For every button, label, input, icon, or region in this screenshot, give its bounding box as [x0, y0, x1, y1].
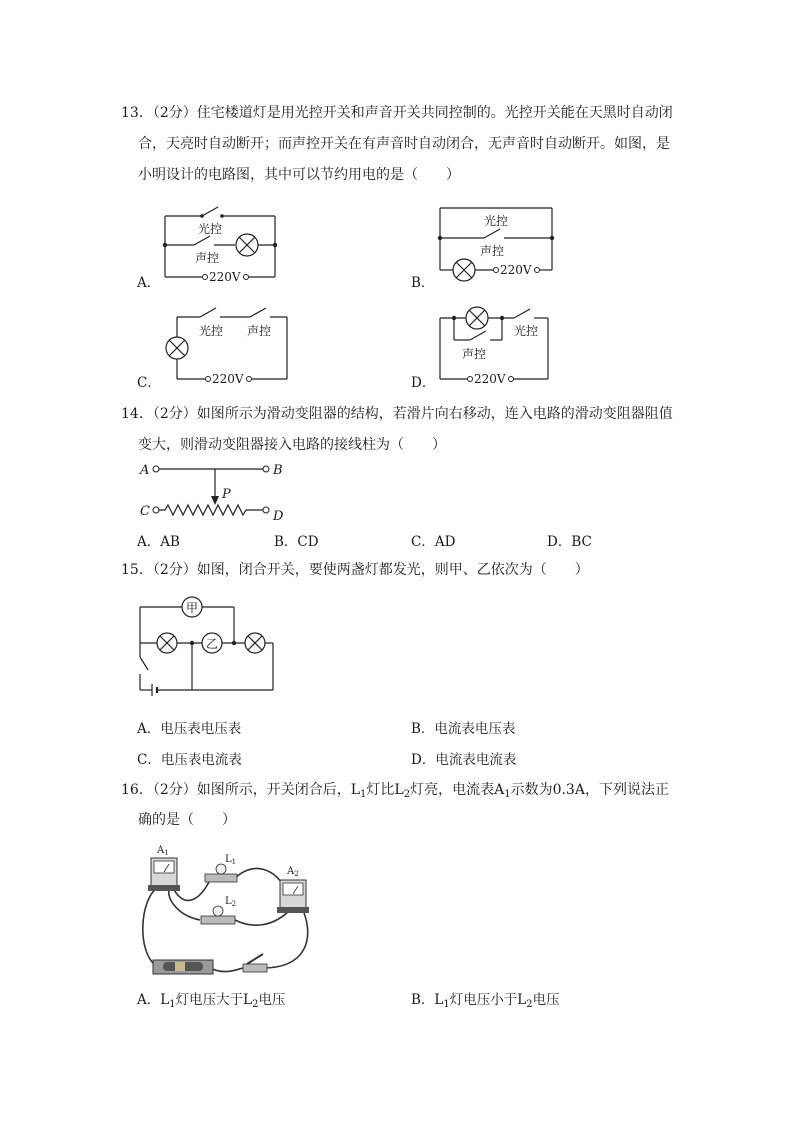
q16-opt-a-text-3: 电压: [258, 992, 286, 1008]
meter-jia-icon: [182, 597, 202, 617]
q13-number: 13．（2分）: [121, 105, 197, 121]
q16-text-b: 灯比L: [366, 782, 404, 798]
q16-option-b[interactable]: [411, 988, 560, 1010]
ammeter-a2-icon: [277, 880, 309, 913]
q13-circuit-b: [430, 195, 570, 285]
lamp-icon: [166, 337, 188, 359]
battery-icon: [153, 960, 213, 974]
q15-option-c[interactable]: C．电压表电流表: [137, 752, 242, 768]
q16-sub-l2: 2: [403, 789, 411, 800]
q15-option-b[interactable]: B．电流表电压表: [411, 721, 516, 737]
q13-line2: 合，天亮时自动断开；而声控开关在有声音时自动闭合，无声音时自动断开。如图，是: [138, 136, 670, 152]
terminal-a-label: A: [140, 463, 150, 478]
bulb-l1-icon: [205, 864, 237, 882]
q15-text-1: 如图，闭合开关，要使两盏灯都发光，则甲、乙依次为（ ）: [196, 562, 589, 578]
q13-a-light-label: 光控: [198, 222, 223, 236]
q13-d-sound-label: 声控: [462, 347, 487, 361]
q13-a-voltage: 220V: [209, 270, 241, 284]
q16-opt-a-text-2: 灯电压大于L: [175, 992, 253, 1008]
lamp-icon: [157, 633, 177, 653]
q13-b-light-label: 光控: [484, 214, 509, 228]
q13-option-d-label[interactable]: D．: [411, 375, 436, 391]
q13-circuit-a: [150, 200, 290, 290]
q16-opt-b-sub2: 2: [526, 999, 533, 1010]
q14-text-1: 如图所示为滑动变阻器的结构，若滑片向右移动，连入电路的滑动变阻器阻值: [196, 406, 673, 422]
q14-line2: 变大，则滑动变阻器接入电路的接线柱为（ ）: [138, 437, 446, 453]
q13-b-voltage: 220V: [500, 263, 532, 277]
q16-text-c: 灯亮，电流表A: [410, 782, 505, 798]
q15-circuit-diagram: [130, 592, 280, 702]
q13-option-b-label[interactable]: B．: [411, 275, 435, 291]
q13-c-sound-label: 声控: [247, 324, 272, 338]
q16-opt-b-text-1: B．L: [411, 992, 444, 1008]
a1-label: $A_1$: [157, 845, 169, 857]
q16-opt-a-text-1: A．L: [137, 992, 170, 1008]
q14-rheostat-diagram: [135, 458, 305, 528]
q16-opt-b-sub1: 1: [443, 999, 450, 1010]
q13-option-c-label[interactable]: C．: [137, 375, 161, 391]
q15-option-a[interactable]: A．电压表电压表: [137, 721, 242, 737]
slider-p-label: P: [222, 487, 231, 502]
lamp-icon: [466, 307, 488, 329]
q13-c-light-label: 光控: [199, 324, 224, 338]
q16-sub-a1: 1: [504, 789, 511, 800]
a2-label: $A_2$: [287, 866, 299, 878]
q13-c-voltage: 220V: [212, 372, 244, 386]
q13-d-voltage: 220V: [474, 372, 506, 386]
q16-sub-l1: 1: [360, 789, 367, 800]
q13-circuit-d: [430, 300, 570, 390]
q13-option-a-label[interactable]: A．: [137, 275, 161, 291]
q16-line1: [121, 780, 669, 805]
q13-b-sound-label: 声控: [480, 244, 505, 258]
q14-number: 14．（2分）: [121, 406, 197, 422]
slider-arrow-icon: [211, 496, 219, 505]
q14-option-a[interactable]: A．AB: [137, 534, 180, 550]
q13-circuit-c: [155, 300, 295, 390]
q13-text-1: 住宅楼道灯是用光控开关和声音开关共同控制的。光控开关能在天黑时自动闭: [196, 105, 673, 121]
ammeter-a1-icon: [148, 858, 180, 891]
q16-opt-a-sub2: 2: [252, 999, 259, 1010]
terminal-c-label: C: [140, 504, 150, 519]
q15-number: 15．（2分）: [121, 562, 197, 578]
l2-label: $L_2$: [225, 896, 237, 908]
bulb-l2-icon: [201, 906, 235, 924]
q16-opt-b-text-2: 灯电压小于L: [449, 992, 527, 1008]
q16-option-a[interactable]: [137, 988, 285, 1010]
l1-label: $L_1$: [225, 854, 237, 866]
meter-yi-icon: [202, 633, 222, 653]
lamp-icon: [453, 259, 475, 281]
switch-blade: [140, 657, 148, 670]
terminal-b-label: B: [273, 463, 283, 478]
q14-option-b[interactable]: B．CD: [274, 534, 319, 550]
q13-line1: [121, 103, 673, 123]
q14-option-d[interactable]: D．BC: [547, 534, 592, 550]
terminal-d-label: D: [273, 509, 284, 524]
q16-number: 16．（2分）: [121, 782, 197, 798]
meter-jia-label: 甲: [186, 601, 199, 615]
q15-option-d[interactable]: D．电流表电流表: [411, 752, 517, 768]
q14-option-c[interactable]: C．AD: [411, 534, 456, 550]
q16-opt-a-sub1: 1: [169, 999, 176, 1010]
q13-line3: 小明设计的电路图，其中可以节约用电的是（ ）: [138, 167, 460, 183]
switch-icon: [243, 954, 267, 972]
q16-text-a: 如图所示，开关闭合后，L: [196, 782, 361, 798]
q13-d-light-label: 光控: [514, 324, 539, 338]
light-switch-a: [202, 207, 218, 216]
lamp-icon: [245, 633, 265, 653]
q16-text-d: 示数为0.3A，下列说法正: [510, 782, 669, 798]
resistor-coil: [159, 505, 263, 515]
q16-circuit-photo: [135, 840, 315, 980]
q13-a-sound-label: 声控: [195, 251, 220, 265]
q14-line1: [121, 404, 673, 424]
q16-line2: 确的是（ ）: [138, 812, 236, 828]
lamp-icon: [236, 234, 258, 256]
q15-line1: [121, 560, 589, 580]
q16-opt-b-text-3: 电压: [532, 992, 560, 1008]
meter-yi-label: 乙: [206, 637, 219, 651]
